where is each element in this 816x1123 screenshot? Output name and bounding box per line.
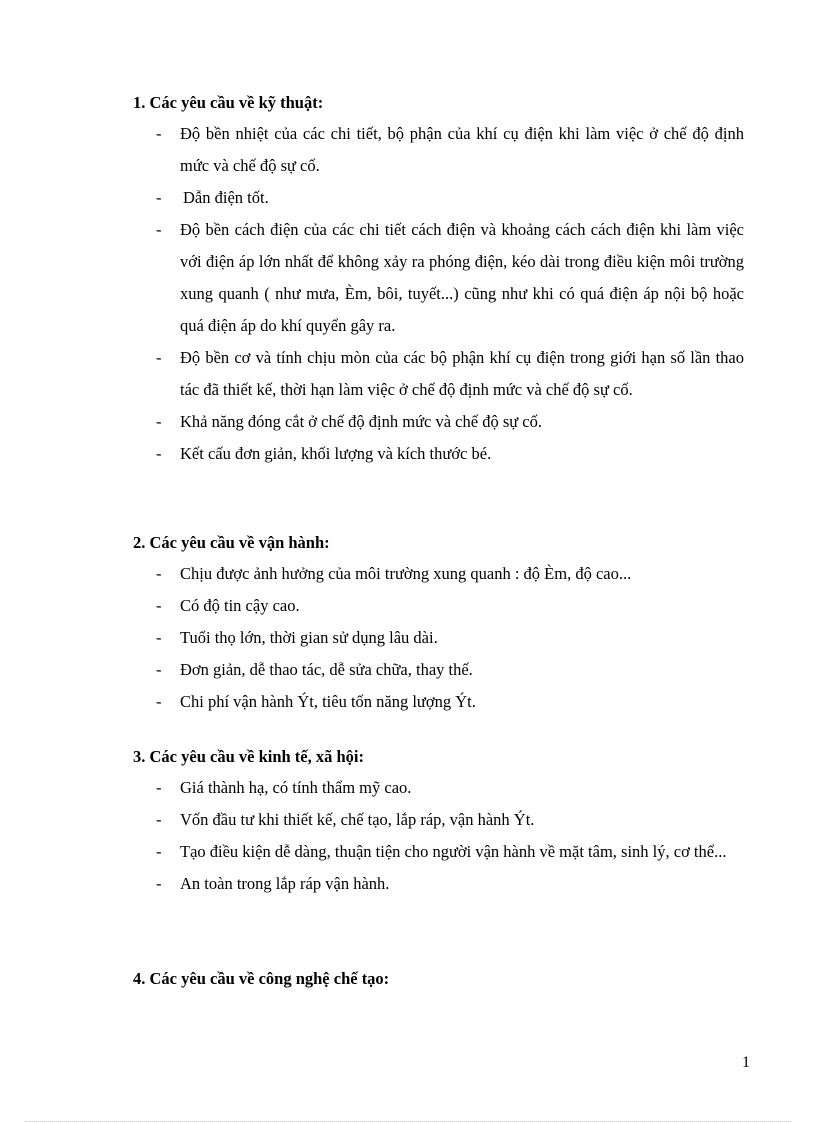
list-item xyxy=(0,772,816,804)
list-item xyxy=(0,182,816,214)
list-item-text: Chi phí vận hành Ýt, tiêu tốn năng lượng Ýt. xyxy=(180,692,476,711)
bullet-dash: - xyxy=(156,660,162,679)
list-item xyxy=(0,654,816,686)
requirements-list xyxy=(0,118,816,470)
bullet-dash: - xyxy=(156,810,162,829)
list-item-text: Độ bền nhiệt của các chi tiết, bộ phận của khí cụ điện khi làm việc ở chế độ định mức và chế độ sự cố. xyxy=(180,124,744,175)
bullet-dash: - xyxy=(156,348,162,367)
list-item xyxy=(0,406,816,438)
bullet-dash: - xyxy=(156,842,162,861)
page-break-line xyxy=(25,1121,791,1122)
section-heading: 3. Các yêu cầu về kinh tế, xã hội: xyxy=(133,747,364,766)
list-item-text: Khả năng đóng cắt ở chế độ định mức và chế độ sự cố. xyxy=(180,412,543,431)
list-item-text: Độ bền cơ và tính chịu mòn của các bộ phận khí cụ điện trong giới hạn số lần thao tác đã thiết kế, thời hạn làm việc ở chế độ định mức và chế độ sự cố. xyxy=(180,348,744,399)
list-item-text: Độ bền cách điện của các chi tiết cách điện và khoảng cách cách điện khi làm việc với điện áp lớn nhất để không xảy ra phóng điện, kéo dài trong điều kiện môi trường xung quanh ( như mưa, Èm, bôi, tuyết...) cũng như khi có quá điện áp nội bộ hoặc quá điện áp do khí quyển gây ra. xyxy=(180,220,744,335)
list-item xyxy=(0,590,816,622)
requirements-list xyxy=(0,558,816,718)
list-item-text: Chịu được ảnh hưởng của môi trường xung quanh : độ Èm, độ cao... xyxy=(180,564,632,583)
list-item-text: Kết cấu đơn giản, khối lượng và kích thước bé. xyxy=(180,444,492,463)
page-number: 1 xyxy=(742,1054,750,1071)
list-item-text: Có độ tin cậy cao. xyxy=(180,596,300,615)
bullet-dash: - xyxy=(156,778,162,797)
section-heading: 2. Các yêu cầu về vận hành: xyxy=(133,533,330,552)
list-item xyxy=(0,438,816,470)
list-item xyxy=(0,118,816,182)
section-heading: 1. Các yêu cầu về kỹ thuật: xyxy=(133,93,324,112)
list-item xyxy=(0,804,816,836)
list-item xyxy=(0,558,816,590)
list-item xyxy=(0,622,816,654)
list-item-text: An toàn trong lắp ráp vận hành. xyxy=(180,874,390,893)
bullet-dash: - xyxy=(156,444,162,463)
bullet-dash: - xyxy=(156,628,162,647)
list-item xyxy=(0,686,816,718)
list-item xyxy=(0,868,816,900)
list-item xyxy=(0,214,816,342)
list-item-text: Dẫn điện tốt. xyxy=(183,188,269,207)
bullet-dash: - xyxy=(156,564,162,583)
list-item-text: Giá thành hạ, có tính thẩm mỹ cao. xyxy=(180,778,412,797)
list-item-text: Tạo điều kiện dễ dàng, thuận tiện cho người vận hành về mặt tâm, sinh lý, cơ thể... xyxy=(180,842,727,861)
bullet-dash: - xyxy=(156,124,162,143)
bullet-dash: - xyxy=(156,596,162,615)
list-item xyxy=(0,342,816,406)
section-heading: 4. Các yêu cầu về công nghệ chế tạo: xyxy=(133,969,390,988)
bullet-dash: - xyxy=(156,412,162,431)
bullet-dash: - xyxy=(156,220,162,239)
list-item-text: Vốn đầu tư khi thiết kế, chế tạo, lắp ráp, vận hành Ýt. xyxy=(180,810,535,829)
list-item-text: Tuổi thọ lớn, thời gian sử dụng lâu dài. xyxy=(180,628,438,647)
requirements-list xyxy=(0,772,816,900)
list-item xyxy=(0,836,816,868)
bullet-dash: - xyxy=(156,188,162,207)
bullet-dash: - xyxy=(156,692,162,711)
bullet-dash: - xyxy=(156,874,162,893)
list-item-text: Đơn giản, dễ thao tác, dễ sửa chữa, thay thế. xyxy=(180,660,473,679)
